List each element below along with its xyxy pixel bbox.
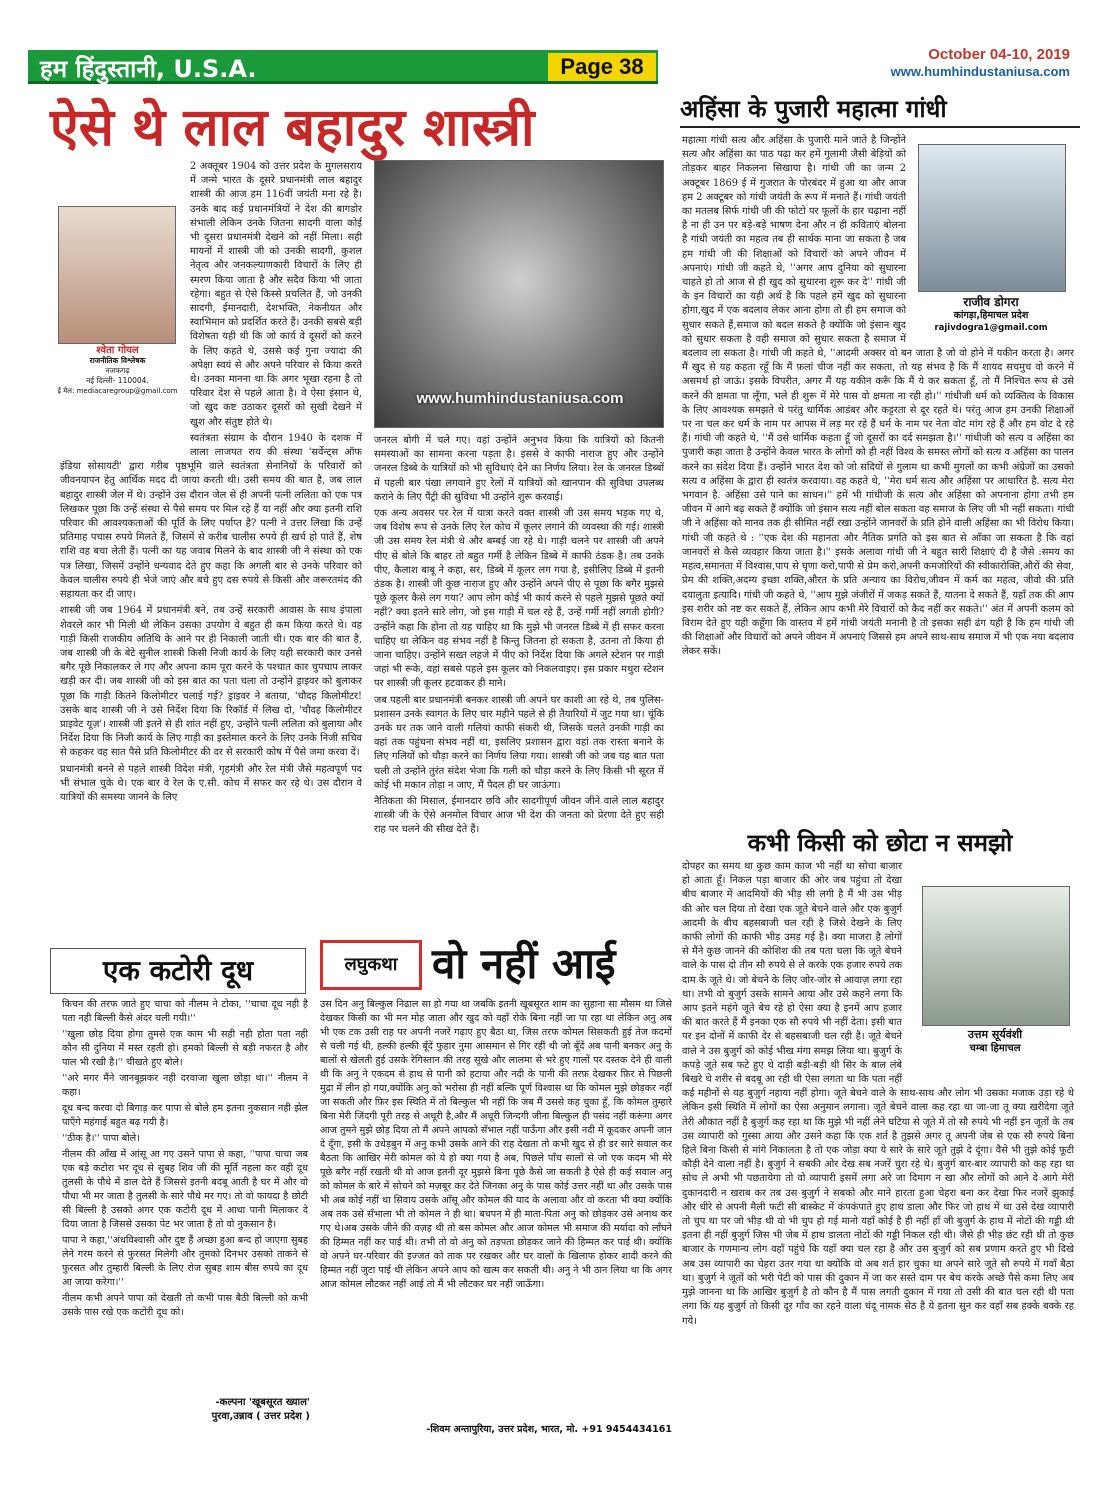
katori-para-3: ''अरे मगर मैंने जानबूझकर नही दरवाजा खुला छोड़ा था।'' नीलम ने कहा। bbox=[62, 1073, 308, 1098]
main-para-6: एक अन्य अवसर पर रेल में यात्रा करते वक्त शास्त्री जी उस समय भड़क गए थे, जब विशेष रूप से उनके लिए रेल कोच में कूलर लगाने की व्यवस्था की गई। शास्त्री जी उस समय रेल मंत्री थे और बम्बई जा रहे थे। गाड़ी चलने पर शास्त्री जी अपने पीए से बोले कि बाहर तो बहुत गर्मी है लेकिन डिब्बे में काफी ठंडक है। तब उनके पीए, कैलाश बाबू ने कहा, सर, डिब्बे में कूलर लग गया है, इसीलिए डिब्बे में इतनी ठंडक है। शास्त्री जी कुछ नाराज हुए और उन्होंने अपने पीए से पूछा कि बगैर मुझसे पूछे कूलर कैसे लग गया? आप लोग कोई भी कार्य करने से पहले मुझसे पूछते क्यों नहीं? क्या इतने सारे लोग, जो इस गाड़ी में चल रहे हैं, उन्हें गर्मी नहीं लगती होगी? उन्होंने कहा कि होना तो यह चाहिए था कि मुझे भी जनरल डिब्बे में ही सफर करना चाहिए था लेकिन वह संभव नहीं है किन्तु जितना हो सकता है, उतना तो किया ही जाना चाहिए। उन्होंने सख्त लहजे में पीए को निर्देश दिया कि अगले स्टेशन पर गाड़ी जहां भी रूके, वहां सबसे पहले इस कूलर को निकलवाइए। इस प्रकार मथुरा स्टेशन पर शास्त्री जी कूलर हटवाकर ही माने। bbox=[374, 508, 664, 690]
rajiv-name: राजीव डोगरा bbox=[963, 295, 1019, 309]
gandhi-col bbox=[682, 134, 1074, 822]
shastri-photo bbox=[374, 160, 664, 428]
rajiv-email: rajivdogra1@gmail.com bbox=[934, 323, 1048, 333]
author-title: राजनीतिक विश्लेषक bbox=[89, 356, 146, 365]
chhota-headline: कभी किसी को छोटा न समझो bbox=[747, 829, 1013, 857]
author-city: नई दिल्ली- 110004. bbox=[86, 376, 149, 385]
issue-date: October 04-10, 2019 bbox=[928, 46, 1070, 63]
main-para-8: नैतिकता की मिसाल, ईमानदार छवि और सादगीपूर्ण जीवन जीने वाले लाल बहादुर शास्त्री जी के ऐसे अनमोल विचार आज भी देश की जनता को प्रेरणा देते हुए सही राह पर चलने की सीख देते हैं। bbox=[374, 796, 664, 836]
main-para-1: 2 अक्तूबर 1904 को उत्तर प्रदेश के मुगलसराय में जन्मे भारत के दूसरे प्रधानमंत्री लाल बहादुर शास्त्री की आज हम 116वीं जयंती मना रहे है। उनके बाद कई प्रधानमंत्रियों ने देश की बागडोर संभाली लेकिन उनके जितना सादगी वाला कोई भी दूसरा प्रधानमंत्री देखने को नहीं मिला। सही मायनों में शास्त्री जी को उनकी सादगी, कुशल नेतृत्व और जनकल्याणकारी विचारों के लिए ही स्मरण किया जाता है और सदैव किया भी जाता रहेगा। बहुत से ऐसे किस्से प्रचलित हैं, जो उनकी सादगी, ईमानदारी, देशभक्ति, नेकनीयत और स्वाभिमान को प्रदर्शित करते हैं। उनकी सबसे बड़ी विशेषता यही थी कि जो कार्य वे दूसरों को करने के लिए कहते थे, उससे कई गुना ज्यादा की अपेक्षा स्वयं से और अपने परिवार से किया करते थे। उनका मानना था कि अगर भूखा रहना है तो परिवार देश से पहले आता है। वे ऐसा इंसान थे, जो खुद कष्ट उठाकर दूसरों को सुखी देखने में खुश और संतुष्ट होते थे। bbox=[190, 161, 362, 428]
laghukatha-para: उस दिन अनु बिल्कुल निढाल सा हो गया था जबकि इतनी खूबसूरत शाम का सुहाना सा मौसम था जिसे देखकर किसी का भी मन मोह जाता और खुद को वहाँ रोके बिना नहीं जा पा रहा था लेकिन अनु अब भी एक टक उसी राह पर अपनी नजरें गढ़ाए हुए बैठा था, जिस तरफ कोमल सिसकती हुई तेज कदमों से चली गई थी, हल्की हल्की बूँदें फुहार नुमा आसमान से गिर रहीं थी जो बूँदें अब पानी बनकर अनु के बालों से खेलती हुई उसके रेगिस्तान की तरह सूखे और लालमा से भरे हुए गालों पर दस्तक देने ही वाली थी कि अनु ने एकदम से हाथ से पानी को हटाया और नदी के पानी की तरफ़ देखकर फ़िर से पिछली मुद्रा में लीन हो गया,क्योंकि अनु को भरोसा ही नहीं बल्कि पूर्ण विश्वास था कि कोमल मुझे छोड़कर नहीं जा सकती और फ़िर इस स्थिति में तो बिल्कुल भी नहीं कि जब मैं उससे कह चुका हूँ, कि कोमल तुम्हारे बिना मेरी जिंदगी पूरी तरह से अधूरी है,और मैं अधूरी जिन्दगी जीना बिल्कुल ही पसंद नहीं करूंगा अगर आज तुमने मुझे छोड़ दिया तो मैं अपने आपको सँभाल नहीं पाऊँगा और इसी नदी में कूदकर अपनी जान दे दूँगा, इसी के उधेड़बुन में अनु कभी उसके आने की राह देखता तो कभी खुद से ही डर सारे सवाल कर बैठता कि आखिर मेरी कोमल को ये हो क्या गया है अब, पिछले पाँच सालों से जो एक कदम भी मेरे पूछे बगैर नहीं रखती थी वो आज इतनी दूर मुझसे बिना पूछे कैसे जा सकती है ऐसे ही कई सवाल अनु को कोमल के बारे में सोचने को मज़बूर कर देते जिनका अनु के पास कोई उत्तर नहीं था और उसके पास भी अब कोई नहीं था सिवाय उसके आँसू और कोमल की याद के अलावा और वो करता भी क्या क्योंकि अब तक उसे सँभाला भी तो कोमल ने ही था। बचपन में ही माता-पिता अनु को छोड़कर उसे अनाथ कर गए थे।अब उसके जीने की वज़ह थी तो बस कोमल और आज कोमल भी समाज की मर्यादा को लाँघने की हिम्मत नहीं कर पाई थी। तभी तो वो अनु को तड़पता छोड़कर जाने की हिम्मत कर पाई थी। क्योंकि वो अपने घर-परिवार की इज्जत को ताक पर रखकर और घर वालों के खिलाफ होकर शादी करने की हिम्मत नहीं जुटा पाई थी लेकिन अपने आप को खत्म कर सकती थी। अनु ने भी ठान लिया था कि अगर आज कोमल लौटकर नहीं आई तो मैं भी लौटकर घर नहीं जाऊँगा। bbox=[320, 999, 672, 1290]
gandhi-rule bbox=[680, 126, 1080, 128]
main-para-2: स्वतंत्रता संग्राम के दौरान 1940 के दशक में लाला लाजपत राय की संस्था 'सर्वेन्ट्स ऑफ इंडिया सोसायटी' द्वारा गरीब पृष्ठभूमि वाले स्वतंत्रता सेनानियों के परिवारों को जीवनयापन हेतु आर्थिक मदद दी जाया करती थी। उसी समय की बात है, जब लाल बहादुर शास्त्री जेल में थे। उन्होंने उस दौरान जेल से ही अपनी पत्नी ललिता को एक पत्र लिखकर पूछा कि उन्हें संस्था से पैसे समय पर मिल रहे हैं या नहीं और क्या इतनी राशि परिवार की आवश्यकताओं की पूर्ति के लिए पर्याप्त है? पत्नी ने उत्तर लिखा कि उन्हें प्रतिमाह पचास रुपये मिलते हैं, जिसमें से करीब चालीस रुपये ही खर्च हो पाते हैं, शेष राशि वह बचा लेती हैं। पत्नी का यह जवाब मिलने के बाद शास्त्री जी ने संस्था को एक पत्र लिखा, जिसमें उन्होंने धन्यवाद देते हुए कहा कि अगली बार से उनके परिवार को केवल चालीस रुपये ही भेजे जाएं और बचे हुए दस रुपये से किसी और जरूरतमंद की सहायता कर दी जाए। bbox=[60, 432, 362, 601]
katori-author-place: पुरवा,उन्नाव ( उत्तर प्रदेश ) bbox=[211, 1411, 310, 1422]
katori-para-6: नीलम की आँख में आंसू आ गए उसने पापा से कहा, ''पापा चाचा जब एक बड़े कटोरा भर दूध से सुबह शिव जी की मूर्ति नहला कर वही दूध तुलसी के पौधे में डाल देते हैं जिससे इतनी बदबू आती है घर में और वो पौधा भी मर जाता है तुलसी के सारे पौधे मर गए। तो वो फायदा है छोटी सी बिल्ली है उसको अगर एक कटोरी दूध में आधा पानी मिलाकर दे दिया जाता है जिससे उसका पेट भर जाता है तो वो नुकसान है। bbox=[62, 1149, 308, 1230]
chhota-para: दोपहर का समय था कुछ काम काज भी नहीं था सोचा बाजार हो आता हूँ। निकल पड़ा बाजार की ओर जब पहुंचा तो देखा बीच बाजार में आदमियों की भीड़ सी लगी है मैं भी उस भीड़ की ओर चल दिया तो देखा एक जूते बेचने वाले और एक बुजुर्ग आदमी के बीच बहसबाजी चल रही है जिसे देखने के लिए काफी लोगों की काफी भीड़ उमड़ गई है। क्या माजरा है लोगों से मैंने कुछ जानने की कोशिश की तब पता चला कि जूते बेचने वाले के पास दो तीन सौ रुपये से ले करके एक हजार रुपये तक दाम के जूते थे। जो बेचने के लिए जोर-जोर से आवाज़ लगा रहा था। तभी वो बुजुर्ग उसके सामने आया और उसे कहने लगा कि आप इतने महंगे जूते बेच रहे हो ऐसा क्या है इनमें आप हजार की बात करते हैं मैं इनका एक सौ रुपये भी नहीं देता। इसी बात पर इन दोनों में काफी देर से बहसबाजी चल रही है। जूते बेचने वाले ने उस बुजुर्ग को कोई भीख मंगा समझ लिया था। बुजुर्ग के कपड़े जूते सब फटे हुए थे दाड़ी बड़ी-बड़ी थी सिर के बाल लंबे बिखरे थे शरीर से बदबू आ रही थी ऐसा लगता था कि पता नहीं कई महीनों से यह बुजुर्ग नहाया नहीं होगा। जूते बेचने वाले के साथ-साथ और लोग भी उसका मजाक उड़ा रहे थे लेकिन इसी स्थिति में लोगों का ऐसा अनुमान लगाना। जूते बेचने वाला कह रहा था जा-जा तू क्या खरीदेगा जूते तेरी औकात नहीं है बुजुर्ग कह रहा था कि मुझे भी नहीं लेने घटिया से जूते में तो सौ रुपये भी नहीं इन जूतों के तब उस व्यापारी को गुस्सा आया और उसने कहा कि एक शर्त है तुझसे अगर तू अपनी जेब से एक सौ रुपये बिना हिले बिना किसी से मांगे निकालता है तो एक जोड़ा क्या ये सारे के सारे जूते तुझे दे दूंगा। वैसे भी तुझे कोई फूटी कौड़ी देने वाला नहीं है। बुजुर्ग ने सबकी ओर देख सब नजरें चुरा रहे थे। बुजुर्ग बार-बार व्यापारी को कह रहा था सोच ले अभी भी पछतायेगा तो वो व्यापारी इसमें लगा अरे जा दिमाग न खा और लोगों को आने दे आगे मेरी दुकानदारी न खराब कर तब उस बुजुर्ग ने सबको और माने हारता हुआ चेहरा बना कर देखा फिर नजरें झुकाई और धीरे से अपनी मैली फटी सी बास्केट में कंपकंपाते हुए हाथ डाला और फिर जो हाथ में था उसे देख व्यापारी तो चुप था पर जो भीड़ थी वो भी चुप हो गई मानो यहाँ कोई है ही नहीं हाँ जी बुजुर्ग के हाथ में नोटों की गड्डी थी इतना ही नहीं बुजुर्ग जिस भी जेब में हाथ डालता नोटों की गड्डी निकल रही थी। जैसे ही भीड़ छंट रही थी तो कुछ बाजार के गणमान्य लोग वहाँ पहुंचे कि यहाँ क्या चल रहा है और उस बुजुर्ग को सब प्रणाम करते हुए भी दिखे अब उस व्यापारी का चेहरा उतर गया था क्योंकि वो अब शर्त हार चुका था अपने सारे जूते सौ रुपये में गवाँ बैठा था। बुजुर्ग ने जूतों को भरी पेटी को पास की दुकान में जा कर सस्ते दाम पर बेच करके अच्छे पैसे कमा लिए अब मुझे जानना था कि आखिर बुजुर्ग है तो कौन है मैं पास लगती दुकान में गया तो उसी की बात चल रही थी पता लगा कि यह बुजुर्ग तो किसी दूर गाँव का रहने वाला चंदू नामक सेठ है ये इतना सुन कर वहाँ सब हक्के बक्के रह गये। bbox=[682, 861, 1074, 1327]
author-name: श्वेता गोयल bbox=[96, 345, 139, 356]
main-para-3: शास्त्री जी जब 1964 में प्रधानमंत्री बने, तब उन्हें सरकारी आवास के साथ इंपाला शेवरले कार भी मिली थी लेकिन उसका उपयोग वे बहुत ही कम किया करते थे। वह गाड़ी किसी राजकीय अतिथि के आने पर ही निकाली जाती थी। एक बार की बात है, जब शास्त्री जी के बेटे सुनील शास्त्री किसी निजी कार्य के लिए यही सरकारी कार उनसे बगैर पूछे निकालकर ले गए और अपना काम पूरा करने के पश्चात कार चुपचाप लाकर खड़ी कर दी। जब शास्त्री जी को इस बात का पता चला तो उन्होंने ड्राइवर को बुलाकर पूछा कि गाड़ी कितने किलोमीटर चलाई गई? ड्राइवर ने बताया, 'चौदह किलोमीटर! उसके बाद शास्त्री जी ने उसे निर्देश दिया कि रिकॉर्ड में लिख दो, 'चौदह किलोमीटर प्राइवेट यूज़'। शास्त्री जी इतने से ही शांत नहीं हुए, उन्होंने पत्नी ललिता को बुलाया और निर्देश दिया कि निजी कार्य के लिए गाड़ी का इस्तेमाल करने के लिए उनके निजी सचिव से कहकर वह सात पैसे प्रति किलोमीटर की दर से सरकारी कोष में पैसे जमा करवा दें। bbox=[60, 605, 362, 759]
author-email: ई मेल: mediacaregroup@gmail.com bbox=[57, 387, 178, 395]
rajiv-place: कांगड़ा,हिमाचल प्रदेश bbox=[953, 310, 1029, 321]
katori-headline: एक कटोरी दूध bbox=[102, 954, 254, 987]
katori-author-name: -कल्पना 'खूबसूरत ख्याल' bbox=[215, 1397, 310, 1408]
chhota-col bbox=[682, 860, 1074, 1460]
main-para-7: जब पहली बार प्रधानमंत्री बनकर शास्त्री जी अपने घर काशी आ रहे थे, तब पुलिस-प्रशासन उनके स्वागत के लिए चार महीने पहले से ही तैयारियों में जुट गया था। चूंकि उनके घर तक जाने वाली गलियां काफी संकरी थी, जिसके चलते उनकी गाड़ी का वहां तक पहुंचना संभव नहीं था, इसलिए प्रशासन द्वारा वहां तक रास्ता बनाने के लिए गलियों को चौड़ा करने का निर्णय लिया गया। शास्त्री जी को जब यह बात पता चली तो उन्होंने तुरंत संदेश भेजा कि गली को चौड़ा करने के लिए किसी भी सूरत में कोई भी मकान तोड़ा न जाए, मैं पैदल ही घर जाऊंगा। bbox=[374, 694, 664, 791]
uttam-name: उत्तम सूर्यवंशी bbox=[967, 1028, 1023, 1041]
katori-para-8: नीलम कभी अपने पापा को देखती तो कभी पास बैठी बिल्ली को कभी उसके पास रखे एक कटोरी दूध को। bbox=[62, 1293, 308, 1318]
katori-para-2: ''खुला छोड़ दिया होगा तुमसे एक काम भी सही नही होता पता नही कौन सी दुनिया में मस्त रहती हो। हमको बिल्ली से बड़ी नफरत है और पाल भी रखी है।'' चीखते हुए बोले। bbox=[62, 1029, 308, 1068]
main-col2 bbox=[374, 434, 664, 940]
gandhi-headline: अहिंसा के पुजारी महात्मा गांधी bbox=[680, 95, 947, 123]
page-number: Page 38 bbox=[548, 53, 656, 81]
katori-author bbox=[120, 1396, 310, 1424]
laghukatha-col bbox=[320, 998, 672, 1408]
main-para-4: प्रधानमंत्री बनने से पहले शास्त्री विदेश मंत्री, गृहमंत्री और रेल मंत्री जैसे महत्वपूर्ण पद भी संभाल चुके थे। एक बार वे रेल के ए.सी. कोच में सफर कर रहे थे। उस दौरान वे यात्रियों की समस्या जानने के लिए bbox=[60, 763, 362, 803]
katori-col bbox=[62, 998, 308, 1390]
laghukatha-label: लघुकथा bbox=[344, 954, 398, 975]
uttam-place: चम्बा हिमाचल bbox=[969, 1043, 1021, 1054]
main-col1-top bbox=[60, 160, 362, 940]
laghukatha-author: -शिवम अन्तापुरिया, उत्तर प्रदेश, भारत, मो. +91 9454434161 bbox=[426, 1424, 672, 1435]
katori-para-5: ''ठीक है।'' पापा बोले। bbox=[62, 1133, 140, 1144]
katori-para-7: पापा ने कहा,''अंधविश्वासी और दुष्ट हैं अच्छा हुआ बन्द हो जाएगा सुबह लेने गरम करने से फुरसत मिलेगी और तुमको दिनभर उसको ताकने से फुरसत और तुम्हारी बिल्ली के लिए रोज सुबह शाम बीस रुपये का दूध आ जाया करेगा।'' bbox=[62, 1235, 308, 1288]
masthead-title: हम हिंदुस्तानी, U.S.A. bbox=[40, 55, 257, 83]
main-headline: ऐसे थे लाल बहादुर शास्त्री bbox=[50, 98, 535, 158]
katori-para-4: दूध बन्द करवा दो बिगाड़ कर पापा से बोले हम इतना नुकसान नही झेल पाएँगे महंगाई बहुत बढ़ गयी है। bbox=[62, 1103, 308, 1128]
gandhi-para: महात्मा गांधी सत्य और अहिंसा के पुजारी माने जाते है जिन्होंने सत्य और अहिंसा का पाठ पढ़ा कर हमें गुलामी जैसी बेड़ियों को तोड़कर बाहर निकलना सिखाया है। गांधी जी का जन्म 2 अक्टूबर 1869 ई में गुजरात के पोरबंदर में हुआ था और आज हम 2 अक्टूबर को गांधी जयंती के रूप में मनाते हैं। गांधी जयंती का मतलब सिर्फ गांधी जी की फोटो पर फूलों के हार चढ़ाना नहीं है ना ही उन पर बड़े-बड़े भाषण देना और न ही कविताएं बोलना है गांधी जयंती का महत्व तब ही सार्थक माना जा सकता है जब हम गांधी जी की शिक्षाओं को विचारों को अपने जीवन में अपनाएं। गांधी जी कहते थे, ''अगर आप दुनिया को सुधारना चाहते हो तो आज से ही खुद को सुधारना शुरू कर दे'' गांधी जी के इन विचारों का यही अर्थ है कि पहले हमें खुद को सुधारना होगा,खुद में एक बदलाव लेकर आना होगा तो ही हम समाज को सुधार सकते हैं,समाज को बदल सकते है क्योंकि जो इंसान खुद को सुधार सकता है वही समाज को सुधार सकता है समाज में बदलाव ला सकता है। गांधी जी कहते थे, ''आदमी अक्सर वो बन जाता है जो वो होने में यकीन करता है। अगर मैं खुद से यह कहता रहूँ कि मैं फ़लां चीज नहीं कर सकता, तो यह संभव है कि मैं शायद सचमुच वो करने में असमर्थ हो जाऊं। इसके विपरीत, अगर मैं यह यकीन करूँ कि मैं ये कर सकता हूँ, तो मैं निश्चित रूप से उसे करने की क्षमता पा लूँगा, भले ही शुरू में मेरे पास वो क्षमता ना रही हो।'' गांधीजी धर्म को व्यक्तित्व के विकास के लिए आवश्यक समझते थे परंतु धार्मिक आडंबर और कट्टरता से दूर रहते थे। परंतु आज हम उनकी शिक्षाओं पर ना चल कर धर्म के नाम पर आपस में लड़ मर रहे हैं धर्म के नाम पर नेता वोट मांग रहे हैं और हम वोट दे रहे हैं। गांधी जी कहते थे, ''मैं उसे धार्मिक कहता हूँ जो दूसरों का दर्द समझता है।'' गांधीजी को सत्य व अहिंसा का पुजारी कहा जाता है उन्होंने केवल भारत के लोगों को ही नहीं विश्व के समस्त लोगों को सत्य व अहिंसा का पालन करने का संदेश दिया हैं। उन्होंने भारत देश को जो सदियों से गुलाम था कभी मुगलों का कभी अंग्रेजों का उसको सत्य व अहिंसा के द्वारा ही स्वतंत्र करवाया। वह कहते थे, ''मेरा धर्म सत्य और अहिंसा पर आधारित है. सत्य मेरा भगवान है. अहिंसा उसे पाने का साधन।'' हमें भी गांधीजी के सत्य और अहिंसा को अपनाना होगा तभी हम जीवन में आगे बढ़ सकते हैं क्योंकि जो इंसान सत्य नहीं बोल सकता वह समाज के लिए जी भी नहीं सकता। गांधी जी ने अहिंसा को मानव तक ही सीमित नहीं रखा उन्होंने जानवरों के प्रति होने वाली अहिंसा का भी विरोध किया। गांधी जी कहते थे : ''एक देश की महानता और नैतिक प्रगति को इस बात से आँका जा सकता है कि वहां जानवरों से कैसे व्यवहार किया जाता है।'' इसके अलावा गांधी जी ने बहुत सारी शिक्षाएं दी है जैसे :समय का महत्व,समानता में विश्वास,पाप से घृणा करो,पापी से प्रेम करो,अपनी कमजोरियों की स्वीकारोक्ति,औरों की सेवा, प्रेम की शक्ति,अदम्य इच्छा शक्ति,औरत के प्रति अन्याय का विरोध,जीवन में कर्म का महत्व, जीवो की प्रति दयालुता इत्यादि। गांधी जी कहते थे, ''आप मुझे जंजीरों में जकड़ सकते हैं, यातना दे सकते हैं, यहाँ तक की आप इस शरीर को नष्ट कर सकते हैं, लेकिन आप कभी मेरे विचारों को कैद नहीं कर सकते।'' अंत में अपनी कलम को विराम देते हुए यही कहूँगा कि वास्तव में हमें गांधी जयंती मनानी है तो इसका सही ढंग यही है कि हम गांधी जी की शिक्षाओं और विचारों को अपने जीवन में अपनाएं जिससे हम अपने साथ-साथ समाज में भी एक नया बदलाव लेकर सकें। bbox=[682, 135, 1074, 658]
photo-watermark: www.humhindustaniusa.com bbox=[416, 390, 624, 407]
laghukatha-headline: वो नहीं आई bbox=[432, 939, 616, 988]
main-para-5: जनरल बोगी में चले गए। वहां उन्होंने अनुभव किया कि यात्रियों को कितनी समस्याओं का सामना करना पड़ता है। इससे वे काफी नाराज हुए और उन्होंने जनरल डिब्बे के यात्रियों को भी सुविधाएं देने का निर्णय लिया। रेल के जनरल डिब्बों में पहली बार पंखा लगवाने हुए रेलों में यात्रियों को खानपान की सुविधा उपलब्ध कराने के लिए पैंट्री की सुविधा भी उन्होंने शुरू करवाई। bbox=[374, 435, 664, 503]
katori-para-1: किचन की तरफ जाते हुए चाचा को नीलम ने टोका, ''चाचा दूध नही है पता नही बिल्ली कैसे अंदर चली गयी।'' bbox=[62, 999, 308, 1024]
site-url[interactable]: www.humhindustaniusa.com bbox=[890, 64, 1070, 79]
author-place: नजफगढ़ bbox=[105, 366, 130, 375]
